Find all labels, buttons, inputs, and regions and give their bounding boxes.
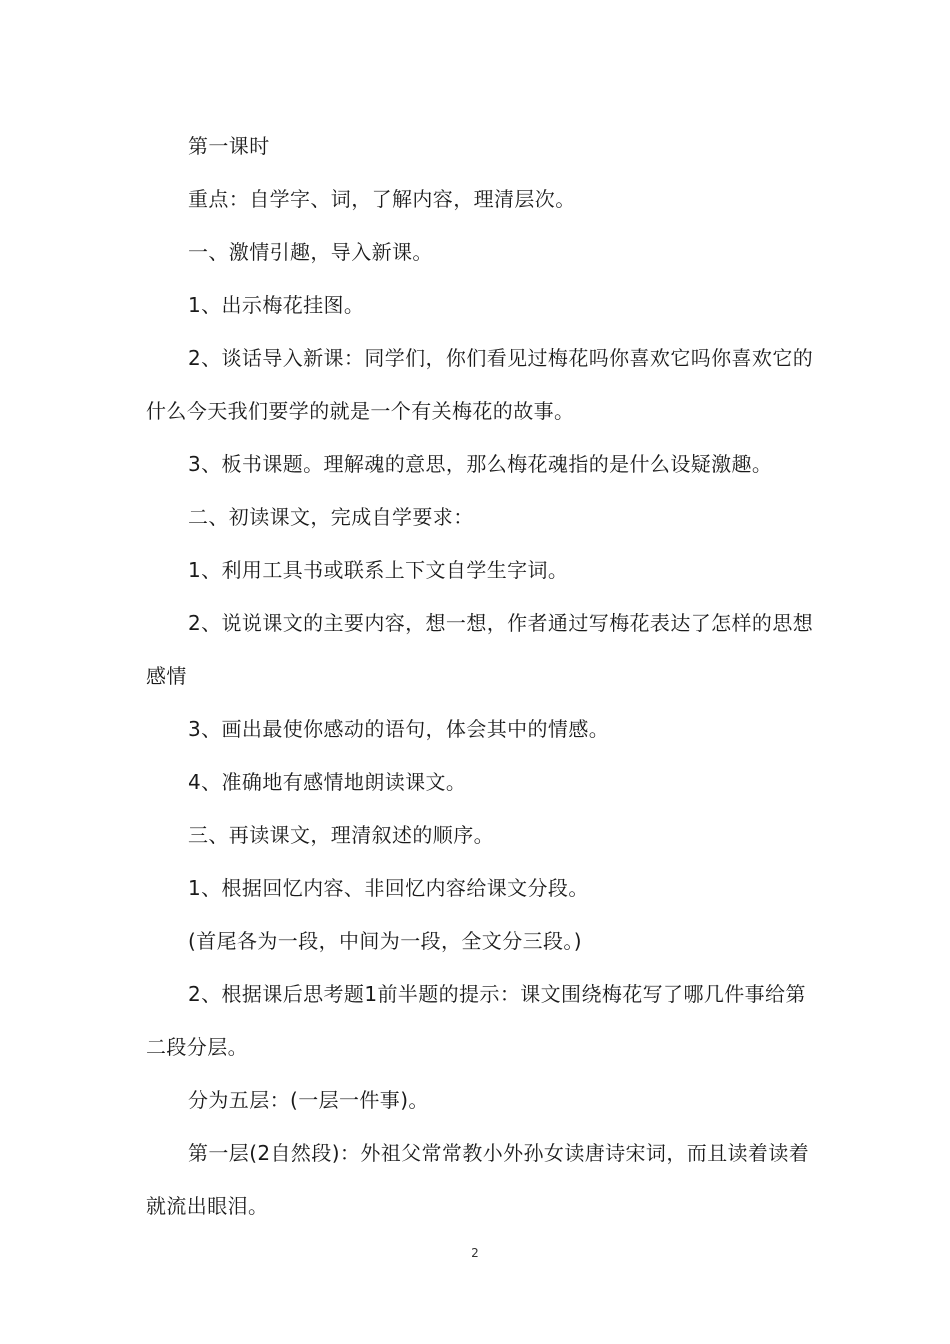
paragraph: 3、画出最使你感动的语句，体会其中的情感。 xyxy=(188,717,610,741)
paragraph: 3、板书课题。理解魂的意思，那么梅花魂指的是什么设疑激趣。 xyxy=(188,452,773,476)
paragraph: 二、初读课文，完成自学要求： xyxy=(188,505,474,529)
paragraph: 分为五层：(一层一件事)。 xyxy=(188,1088,429,1112)
paragraph: 2、谈话导入新课：同学们，你们看见过梅花吗你喜欢它吗你喜欢它的什么今天我们要学的就是一个有关梅花的故事。 xyxy=(146,346,814,423)
page-number: 2 xyxy=(471,1246,479,1260)
paragraph: 2、根据课后思考题1前半题的提示：课文围绕梅花写了哪几件事给第二段分层。 xyxy=(146,982,806,1059)
paragraph: 1、出示梅花挂图。 xyxy=(188,293,365,317)
paragraph: 第一课时 xyxy=(188,134,270,158)
paragraph: 2、说说课文的主要内容，想一想，作者通过写梅花表达了怎样的思想感情 xyxy=(146,611,814,688)
paragraph: 三、再读课文，理清叙述的顺序。 xyxy=(188,823,494,847)
paragraph: 一、激情引趣，导入新课。 xyxy=(188,240,433,264)
paragraph: 4、准确地有感情地朗读课文。 xyxy=(188,770,467,794)
paragraph: 重点：自学字、词，了解内容，理清层次。 xyxy=(188,187,576,211)
paragraph: 第一层(2自然段)：外祖父常常教小外孙女读唐诗宋词，而且读着读着就流出眼泪。 xyxy=(146,1141,810,1218)
document-body xyxy=(146,120,818,1233)
paragraph: 1、利用工具书或联系上下文自学生字词。 xyxy=(188,558,569,582)
paragraph: 1、根据回忆内容、非回忆内容给课文分段。 xyxy=(188,876,589,900)
paragraph: (首尾各为一段，中间为一段，全文分三段。) xyxy=(188,929,583,953)
